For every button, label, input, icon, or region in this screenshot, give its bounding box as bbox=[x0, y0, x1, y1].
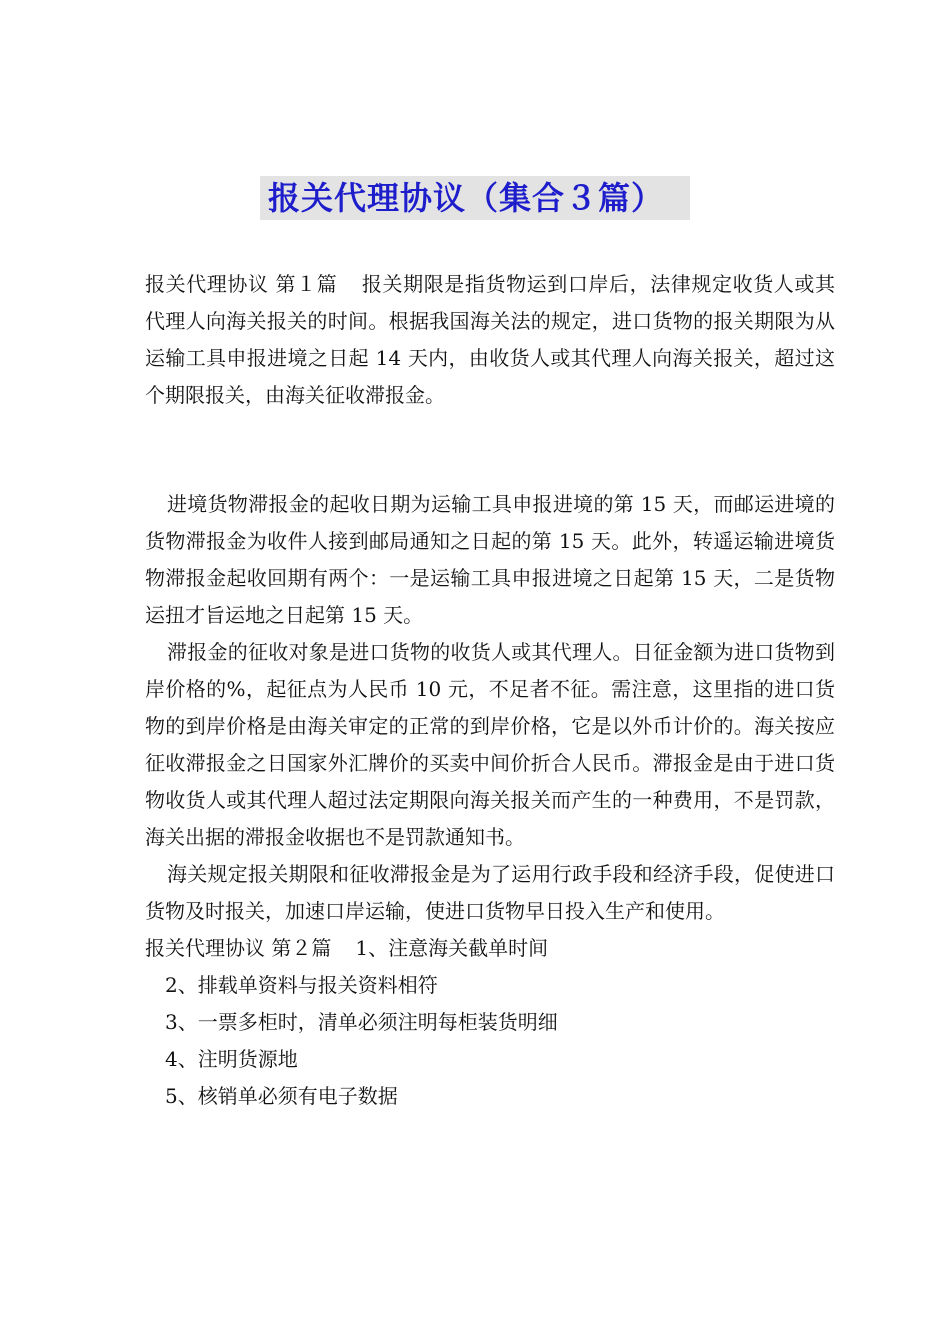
section-2-heading-line bbox=[145, 930, 835, 967]
paragraph-late-fee-start: 进境货物滞报金的起收日期为运输工具申报进境的第 15 天，而邮运进境的货物滞报金为收件人接到邮局通知之日起的第 15 天。此外，转遥运输进境货物滞报金起收回期有两个：一是运输工具申报进境之日起第 15 天，二是货物运扭才旨运地之日起第 15 天。 bbox=[145, 492, 835, 627]
list-item: 3、一票多柜时，清单必须注明每柜装货明细 bbox=[165, 1010, 558, 1034]
section-2-heading: 报关代理协议 第２篇 bbox=[145, 936, 332, 960]
list-item: 5、核销单必须有电子数据 bbox=[165, 1084, 398, 1108]
list-item: 4、注明货源地 bbox=[165, 1047, 298, 1071]
list-item: 2、排载单资料与报关资料相符 bbox=[165, 973, 438, 997]
title-container bbox=[0, 176, 950, 220]
list-item: 1、注意海关截单时间 bbox=[355, 936, 549, 960]
section-1-paragraph bbox=[145, 266, 835, 414]
paragraph-late-fee-object: 滞报金的征收对象是进口货物的收货人或其代理人。日征金额为进口货物到岸价格的%，起征点为人民币 10 元，不足者不征。需注意，这里指的进口货物的到岸价格是由海关审定的正常的到岸价格，它是以外币计价的。海关按应征收滞报金之日国家外汇牌价的买卖中间价折合人民币。滞报金是由于进口货物收货人或其代理人超过法定期限向海关报关而产生的一种费用，不是罚款，海关出据的滞报金收据也不是罚款通知书。 bbox=[145, 640, 835, 849]
section-1-block bbox=[145, 266, 835, 414]
document-title: 报关代理协议（集合３篇） bbox=[260, 176, 690, 220]
section-1-heading: 报关代理协议 第１篇 bbox=[145, 272, 338, 296]
section-1-body bbox=[145, 486, 835, 1115]
paragraph-late-fee-purpose: 海关规定报关期限和征收滞报金是为了运用行政手段和经济手段，促使进口货物及时报关，加速口岸运输，使进口货物早日投入生产和使用。 bbox=[145, 862, 835, 923]
section-1-intro: 报关期限是指货物运到口岸后，法律规定收货人或其代理人向海关报关的时间。根据我国海关法的规定，进口货物的报关期限为从运输工具申报进境之日起 14 天内，由收货人或其代理人向海关报关，超过这个期限报关，由海关征收滞报金。 bbox=[145, 272, 836, 407]
